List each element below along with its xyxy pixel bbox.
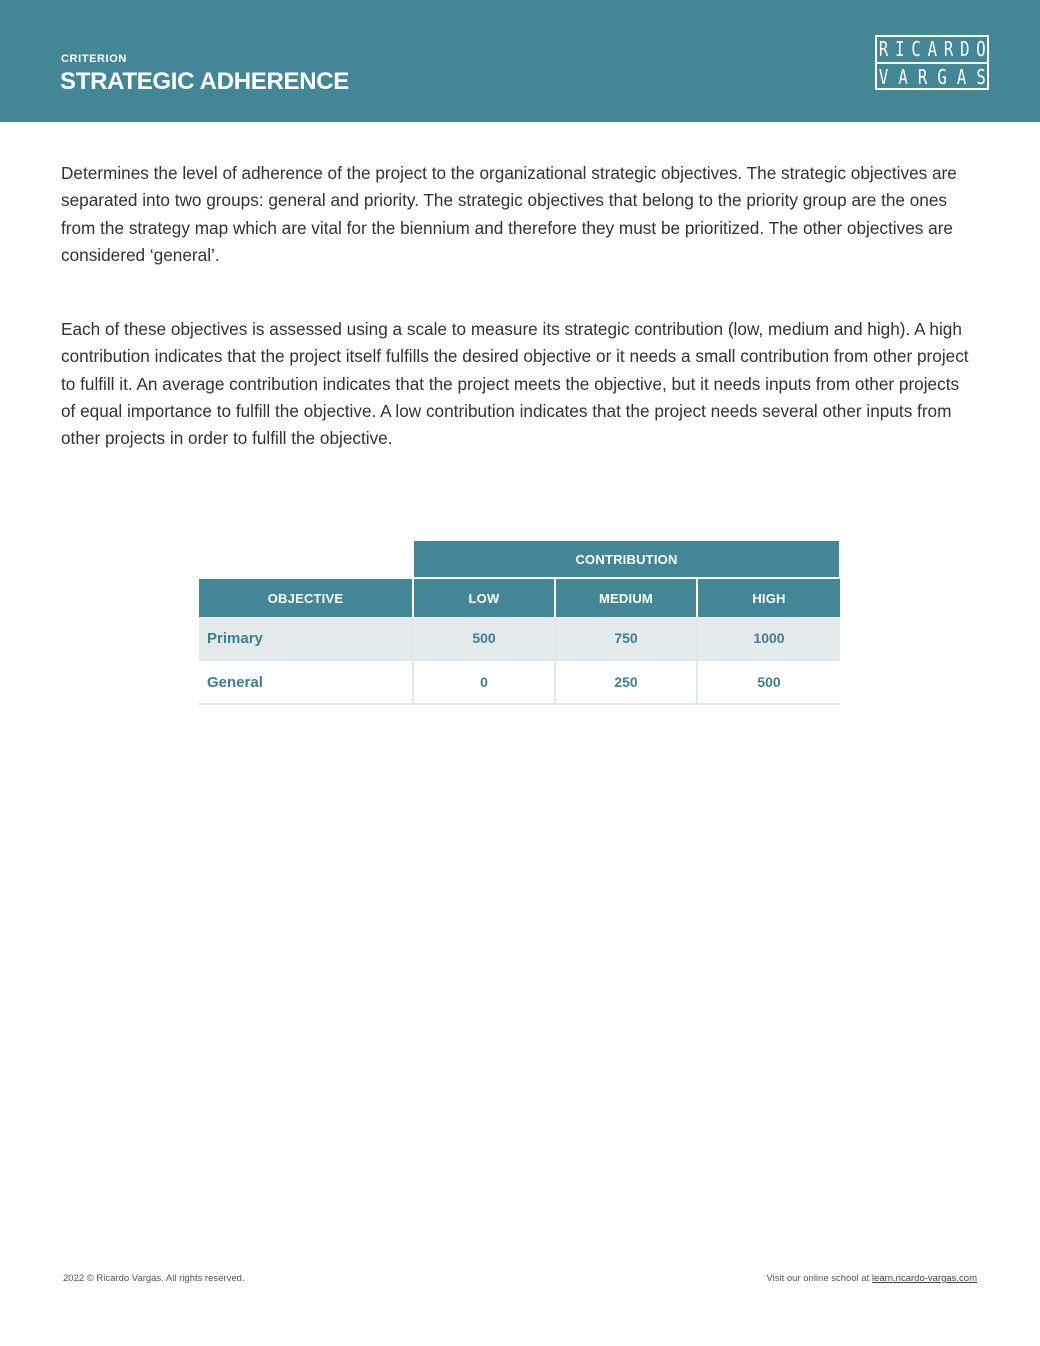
logo-line-2 bbox=[875, 64, 989, 90]
logo-letter: I bbox=[895, 37, 905, 61]
column-header-objective: OBJECTIVE bbox=[199, 579, 412, 617]
logo-letter: A bbox=[956, 65, 967, 89]
logo-letter: C bbox=[911, 37, 921, 61]
logo-letter: D bbox=[960, 37, 970, 61]
contribution-group-header: CONTRIBUTION bbox=[414, 541, 839, 577]
logo-letter: R bbox=[943, 37, 954, 61]
logo-letter: O bbox=[976, 37, 986, 61]
medium-cell: 750 bbox=[556, 617, 698, 659]
page-header bbox=[0, 0, 1040, 122]
visit-prefix: Visit our online school at bbox=[766, 1273, 872, 1284]
logo-letter: A bbox=[898, 65, 908, 89]
table-row bbox=[199, 661, 840, 705]
scale-paragraph: Each of these objectives is assessed using a scale to measure its strategic contribution (low, medium and high). A high contribution indicates that the project itself fulfills the desired objective or it needs a small contribution from other project to fulfill it. An average contribution indicates that the project meets the objective, but it needs inputs from other projects of equal importance to fulfill the objective. A low contribution indicates that the project needs several other inputs from other projects in order to fulfill the objective. bbox=[61, 319, 969, 449]
logo-letter: A bbox=[927, 37, 937, 61]
online-school-link[interactable]: learn.ricardo-vargas.com bbox=[871, 1273, 977, 1284]
column-header-medium: MEDIUM bbox=[556, 579, 696, 617]
logo-letter: V bbox=[878, 65, 889, 89]
copyright-notice: 2022 © Ricardo Vargas. All rights reserved. bbox=[63, 1273, 245, 1284]
high-cell: 500 bbox=[757, 674, 781, 690]
high-cell: 1000 bbox=[753, 630, 785, 646]
logo-letter: R bbox=[878, 37, 889, 61]
logo-line-1 bbox=[875, 36, 989, 62]
logo-letter: R bbox=[917, 65, 928, 89]
low-cell: 0 bbox=[414, 661, 556, 703]
page-title: STRATEGIC ADHERENCE bbox=[60, 68, 349, 95]
logo-letter: S bbox=[976, 65, 986, 89]
low-cell: 500 bbox=[414, 617, 556, 659]
objective-cell: General bbox=[199, 661, 414, 703]
table-row bbox=[199, 617, 840, 661]
column-header-row bbox=[199, 579, 840, 617]
ricardo-vargas-logo bbox=[875, 35, 989, 90]
online-school-note bbox=[766, 1273, 977, 1284]
column-header-high: HIGH bbox=[698, 579, 840, 617]
objective-cell: Primary bbox=[199, 617, 414, 659]
criterion-label: CRITERION bbox=[61, 53, 127, 65]
logo-letter: G bbox=[937, 65, 947, 89]
medium-cell: 250 bbox=[556, 661, 698, 703]
column-header-low: LOW bbox=[414, 579, 554, 617]
intro-paragraph: Determines the level of adherence of the project to the organizational strategic objectives. The strategic objectives are separated into two groups: general and priority. The strategic objectives that belong to the priority group are the ones from the strategy map which are vital for the biennium and therefore they must be prioritized. The other objectives are considered ‘general’. bbox=[61, 163, 957, 265]
